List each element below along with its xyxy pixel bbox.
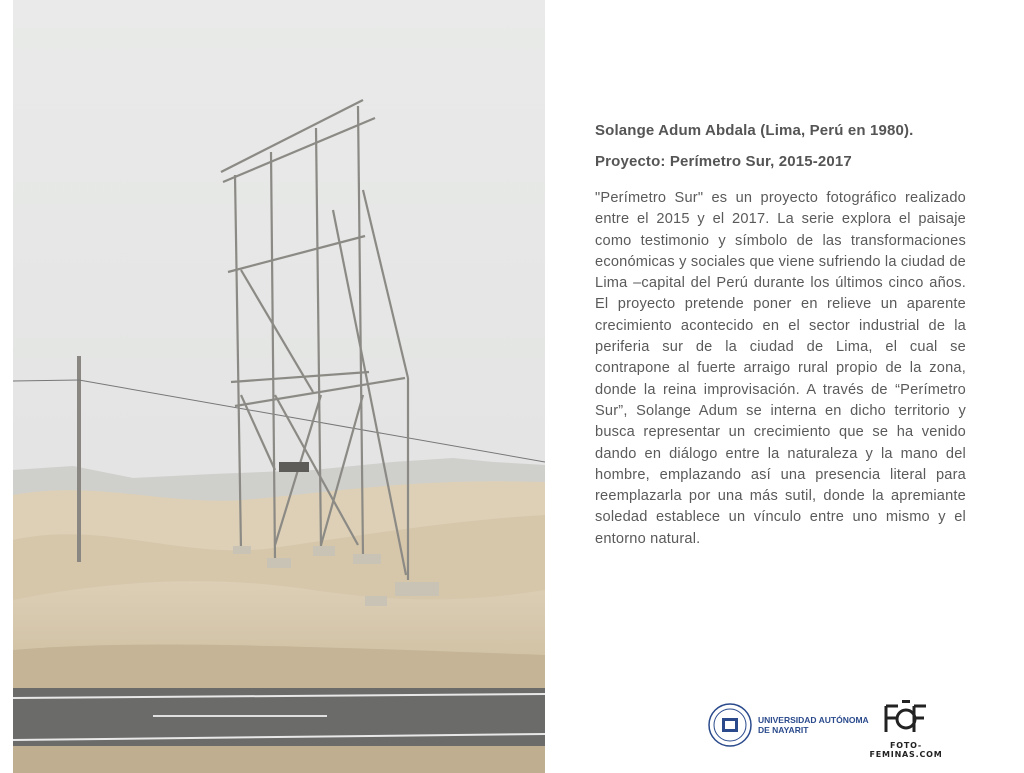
photograph-billboard-desert	[13, 0, 545, 773]
university-logo	[708, 703, 869, 747]
university-name-line2: DE NAYARIT	[758, 725, 809, 735]
project-heading: Proyecto: Perímetro Sur, 2015-2017	[595, 153, 852, 170]
footer-logos	[706, 700, 966, 760]
description-paragraph: "Perímetro Sur" es un proyecto fotográfico realizado entre el 2015 y el 2017. La serie explora el paisaje como testimonio y símbolo de las transformaciones económicas y sociales que viene sufriendo la ciudad de Lima –capital del Perú durante los últimos cinco años. El proyecto pretende poner en relieve un aparente crecimiento acontecido en el sector industrial de la periferia sur de la ciudad de Lima, el cual se contrapone al fuerte arraigo rural propio de la zona, donde la reina improvisación. A través de “Perímetro Sur”, Solange Adum se interna en dicho territorio y busca representar un crecimiento que se ha venido dando en diálogo entre la naturaleza y la mano del hombre, emplazando así una presencia literal para reemplazarla por una más sutil, donde la apremiante soledad establece un vínculo entre uno mismo y el entorno natural.	[595, 190, 966, 547]
university-seal-icon	[708, 703, 752, 747]
foto-feminas-logo	[856, 700, 956, 759]
camera-logo-icon	[882, 700, 930, 734]
artist-heading: Solange Adum Abdala (Lima, Perú en 1980).	[595, 122, 914, 139]
foto-feminas-url: FOTO-FEMINAS.COM	[869, 741, 943, 759]
university-name-line1: UNIVERSIDAD AUTÓNOMA	[758, 715, 869, 725]
text-column	[595, 122, 966, 550]
